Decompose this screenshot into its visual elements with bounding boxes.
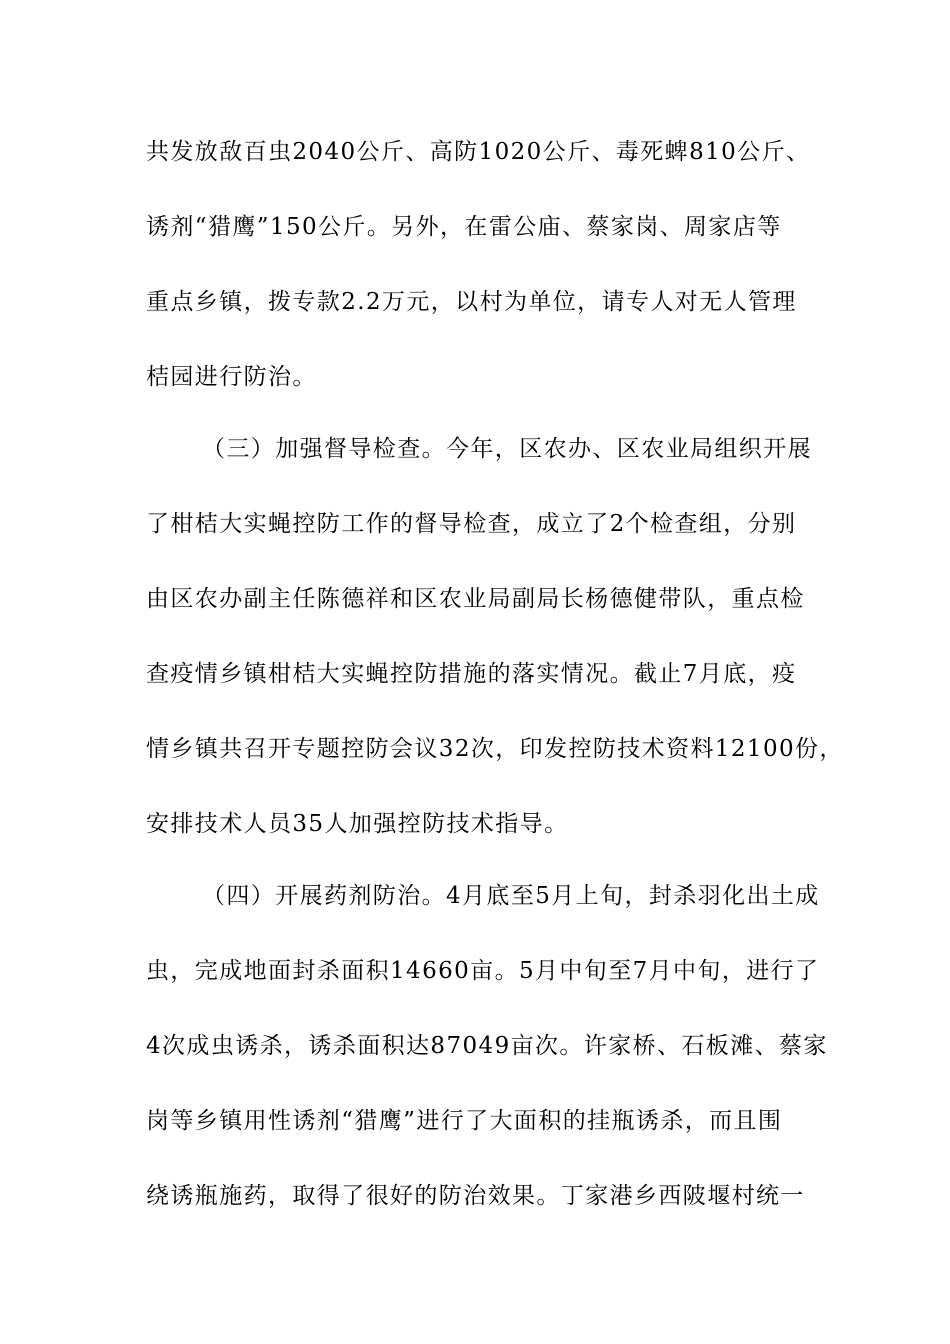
text-line: 虫，完成地面封杀面积14660亩。5月中旬至7月中旬，进行了	[146, 958, 820, 984]
text-line: 查疫情乡镇柑桔大实蝇控防措施的落实情况。截止7月底，疫	[146, 661, 797, 687]
text-line: 诱剂“猎鹰”150公斤。另外，在雷公庙、蔡家岗、周家店等	[146, 214, 782, 240]
paragraph-heading-line: （三）加强督导检查。今年，区农办、区农业局组织开展	[202, 436, 812, 462]
text-line: 岗等乡镇用性诱剂“猎鹰”进行了大面积的挂瓶诱杀，而且围	[146, 1108, 783, 1134]
text-line: 绕诱瓶施药，取得了很好的防治效果。丁家港乡西陂堰村统一	[146, 1183, 805, 1209]
paragraph-heading-line: （四）开展药剂防治。4月底至5月上旬，封杀羽化出土成	[202, 883, 820, 909]
text-line: 安排技术人员35人加强控防技术指导。	[146, 811, 569, 837]
text-line: 了柑桔大实蝇控防工作的督导检查，成立了2个检查组，分别	[146, 511, 797, 537]
text-line: 重点乡镇，拨专款2.2万元，以村为单位，请专人对无人管理	[146, 289, 797, 315]
text-line: 情乡镇共召开专题控防会议32次，印发控防技术资料12100份，	[146, 736, 844, 762]
text-line: 4次成虫诱杀，诱杀面积达87049亩次。许家桥、石板滩、蔡家	[146, 1033, 828, 1059]
text-line: 由区农办副主任陈德祥和区农业局副局长杨德健带队，重点检	[146, 586, 805, 612]
text-line: 桔园进行防治。	[146, 364, 317, 390]
text-line: 共发放敌百虫2040公斤、高防1020公斤、毒死蜱810公斤、	[146, 139, 811, 165]
